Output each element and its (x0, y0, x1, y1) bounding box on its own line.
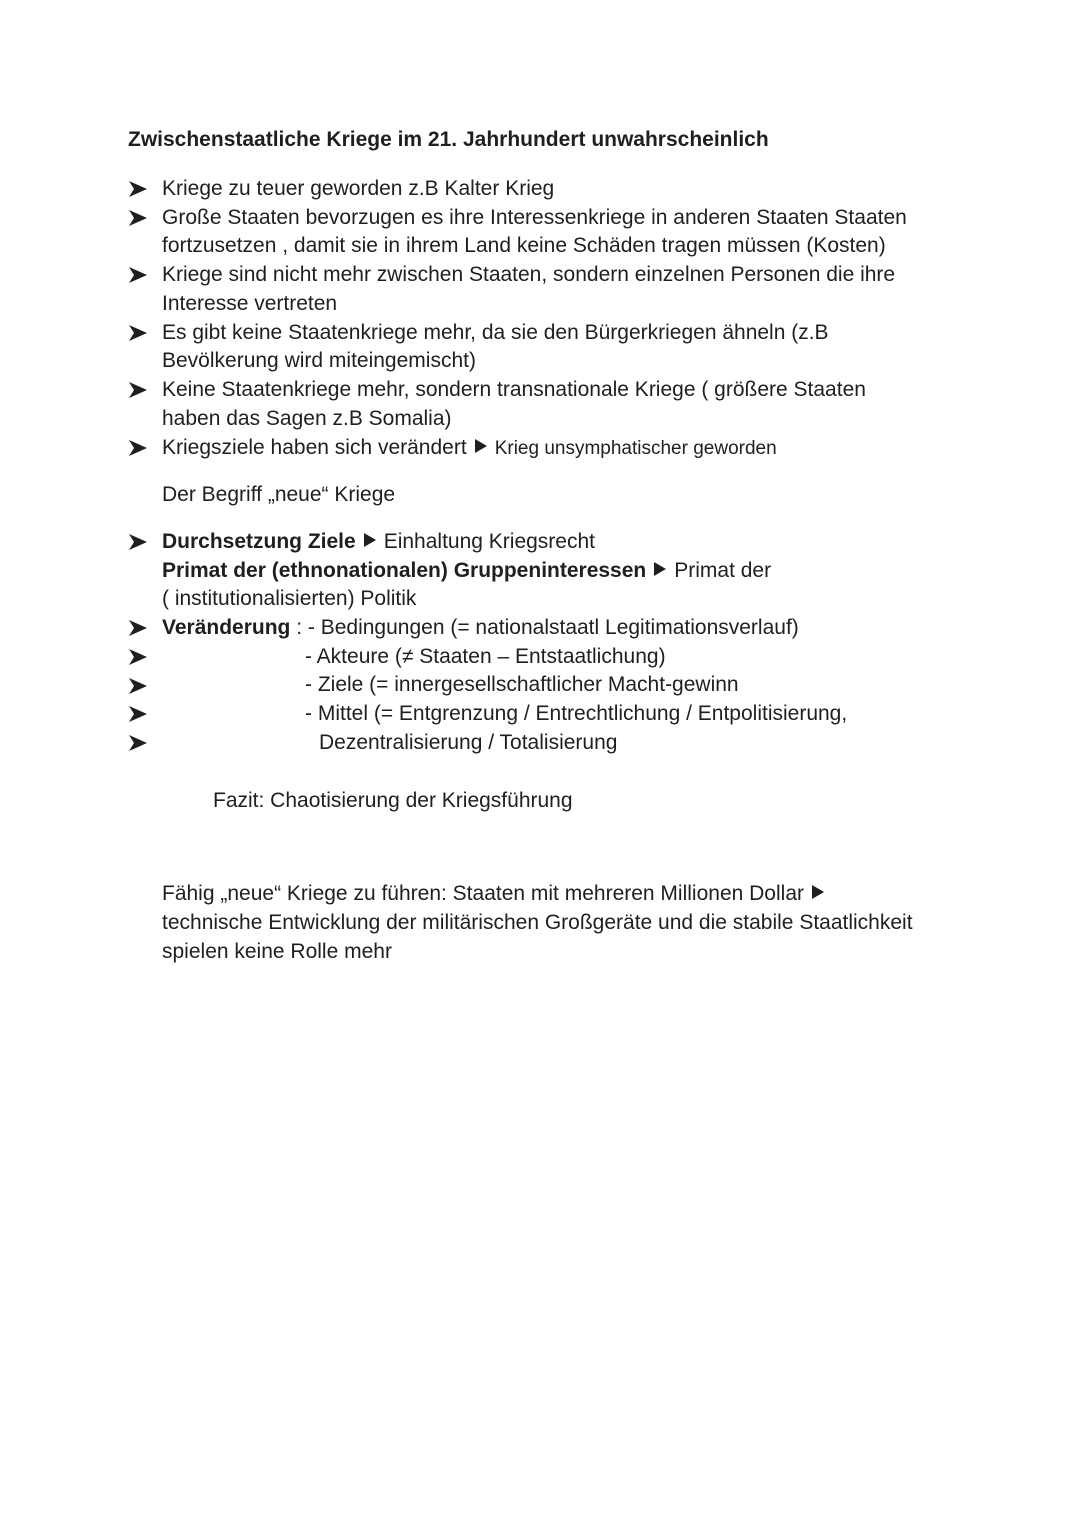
arrowhead-bullet-icon (128, 647, 148, 667)
primat-label: Primat der (ethnonationalen) Gruppeninteressen (162, 559, 647, 582)
list-item-line: Kriege zu teuer geworden z.B Kalter Krieg (162, 177, 555, 200)
list-item-line: Es gibt keine Staatenkriege mehr, da sie den Bürgerkriegen ähneln (z.B (162, 321, 829, 344)
veraenderung-label: Veränderung (162, 616, 291, 639)
arrowhead-bullet-icon (128, 704, 148, 724)
list-item-line (162, 433, 777, 463)
veraenderung-item: Bedingungen (= nationalstaatl Legitimationsverlauf) (320, 616, 799, 639)
list-item-line: Keine Staatenkriege mehr, sondern transnationale Kriege ( größere Staaten (162, 378, 866, 401)
list-item-line: Große Staaten bevorzugen es ihre Interessenkriege in anderen Staaten Staaten (162, 206, 907, 229)
durchsetzung-label: Durchsetzung Ziele (162, 530, 356, 553)
arrowhead-bullet-icon (128, 676, 148, 696)
fazit: Fazit: Chaotisierung der Kriegsführung (213, 789, 573, 812)
veraenderung-item: Dezentralisierung / Totalisierung (319, 731, 618, 754)
durchsetzung-line (162, 527, 595, 556)
veraenderung-item: - Mittel (= Entgrenzung / Entrechtlichung / Entpolitisierung, (305, 702, 848, 725)
list-item-line: haben das Sagen z.B Somalia) (162, 407, 452, 430)
list-item-line: Bevölkerung wird miteingemischt) (162, 349, 476, 372)
list-item-line: Kriege sind nicht mehr zwischen Staaten, sondern einzelnen Personen die ihre (162, 263, 896, 286)
veraenderung-separator: : - (290, 616, 321, 639)
paragraph-line: technische Entwicklung der militärischen Großgeräte und die stabile Staatlichkeit (162, 911, 913, 934)
list-item-line: Interesse vertreten (162, 292, 338, 315)
section-subheading: Der Begriff „neue“ Kriege (162, 483, 396, 506)
primat-line (162, 556, 771, 585)
arrowhead-bullet-icon (128, 380, 148, 400)
arrowhead-bullet-icon (128, 179, 148, 199)
list-item-result: Krieg unsymphatischer geworden (494, 438, 777, 459)
veraenderung-item: - Akteure (≠ Staaten – Entstaatlichung) (305, 645, 666, 668)
arrowhead-bullet-icon (128, 208, 148, 228)
arrowhead-bullet-icon (128, 532, 148, 552)
list-item-line: fortzusetzen , damit sie in ihrem Land keine Schäden tragen müssen (Kosten) (162, 234, 886, 257)
triangle-arrow-icon (364, 533, 376, 547)
arrowhead-bullet-icon (128, 618, 148, 638)
primat-result: Primat der (674, 559, 772, 582)
triangle-arrow-icon (812, 885, 824, 899)
triangle-arrow-icon (654, 562, 666, 576)
paragraph-text: Fähig „neue“ Kriege zu führen: Staaten mit mehreren Millionen Dollar (162, 882, 804, 905)
veraenderung-item: - Ziele (= innergesellschaftlicher Macht-gewinn (305, 673, 739, 696)
durchsetzung-result: Einhaltung Kriegsrecht (383, 530, 595, 553)
arrowhead-bullet-icon (128, 438, 148, 458)
arrowhead-bullet-icon (128, 323, 148, 343)
arrowhead-bullet-icon (128, 733, 148, 753)
primat-line-2: ( institutionalisierten) Politik (162, 587, 417, 610)
list-item-text: Kriegsziele haben sich verändert (162, 436, 467, 459)
paragraph-line (162, 879, 832, 908)
veraenderung-line (162, 613, 799, 642)
document-title: Zwischenstaatliche Kriege im 21. Jahrhundert unwahrscheinlich (128, 128, 769, 151)
triangle-arrow-icon (475, 439, 487, 453)
arrowhead-bullet-icon (128, 265, 148, 285)
paragraph-line: spielen keine Rolle mehr (162, 940, 392, 963)
